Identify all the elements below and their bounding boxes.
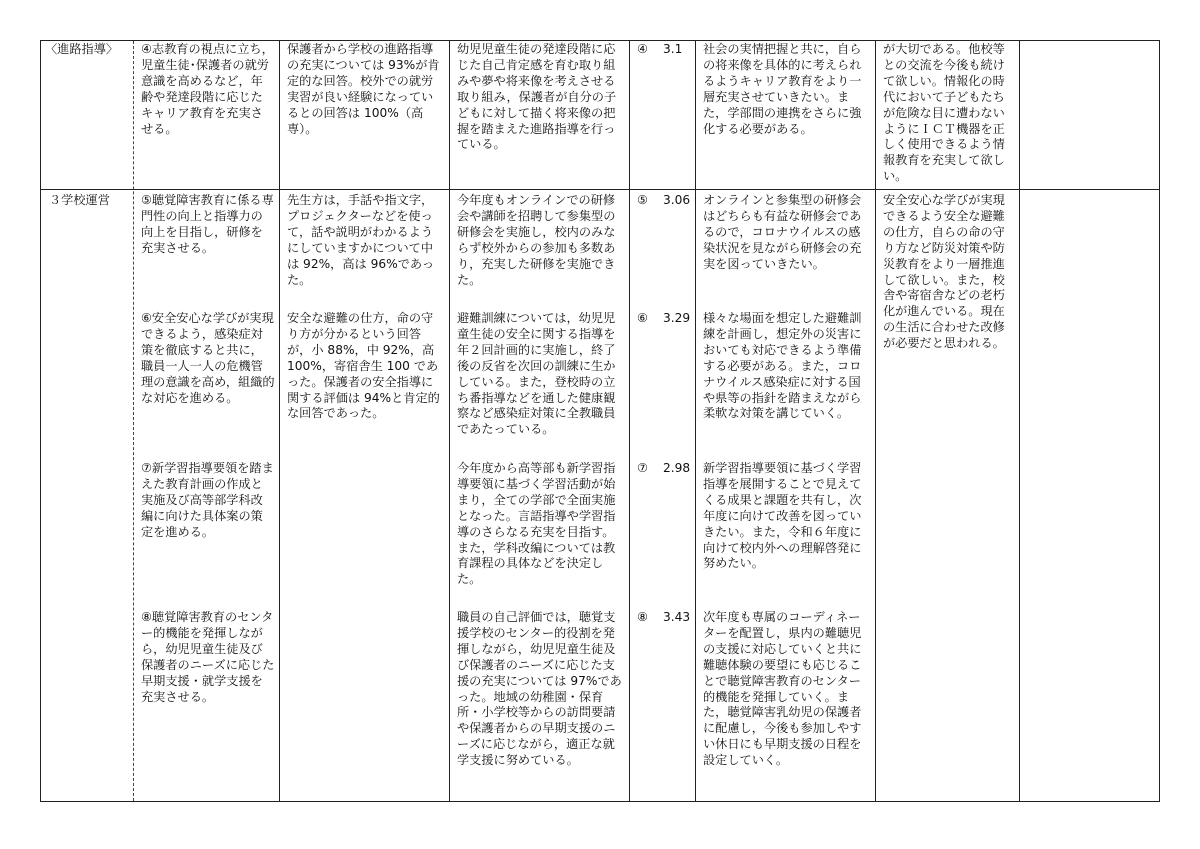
plan-item-8: 次年度も専属のコーディネーターを配置し，県内の難聴児の支援に対応していくと共に難聴体験の要望にも応じることで聴覚障害教育のセンター的機能を発揮していく。また，聴覚障害乳幼児の保護者に配慮し，今後も参加しやすい休日にも早期支援の日程を設定していく。 (703, 610, 862, 768)
item-number-6: ⑥ (637, 311, 648, 325)
column-divider (449, 41, 450, 801)
score-item-6: 3.29 (663, 311, 691, 325)
column-divider (695, 41, 696, 801)
evaluation-table (40, 40, 1160, 802)
column-divider (629, 41, 630, 801)
column-divider (279, 41, 280, 801)
column-divider (875, 41, 876, 801)
goal-item-7: ⑦新学習指導要領を踏まえた教育計画の作成と実施及び高等部学科改編に向けた具体案の策定を進める。 (141, 461, 274, 539)
eval-item-7: 今年度から高等部も新学習指導要領に基づく学習活動が始まり，全ての学部で全面実施となった。言語指導や学習指導のさらなる充実を目指す。また，学科改編については教育課程の具体などを決定した。 (457, 461, 616, 587)
area-label-career: 〈進路指導〉 (45, 42, 119, 56)
column-divider (1019, 41, 1020, 801)
opinion-school: 安全安心な学びが実現できるよう安全な避難の仕方，自らの命の守り方など防災対策や防災教育をより一層推進して欲しい。また，校舎や寄宿舎などの老朽化が進んでいる。現在の生活に合わせた改修が必要だと思われる。 (883, 193, 1005, 351)
eval-item-8: 職員の自己評価では，聴覚支援学校のセンター的役割を発揮しながら，幼児児童生徒及び保護者のニーズに応じた支援の充実については 97%であった。地域の幼稚園・保育所・小学校等からの訪問要請や保護者からの早期支援のニーズに応じながら，適正な就学支援に努めている。 (457, 610, 622, 768)
eval-item-5: 今年度もオンラインでの研修会や講師を招聘して参集型の研修会を実施し，校内のみならず校外からの参加も多数あり，充実した研修を実施できた。 (457, 193, 616, 287)
survey-career: 保護者から学校の進路指導の充実については 93%が肯定的な回答。校外での就労実習が良い経験になっているとの回答は 100%（高専）。 (287, 42, 440, 136)
goal-item-8: ⑧聴覚障害教育のセンター的機能を発揮しながら，幼児児童生徒及び保護者のニーズに応じた早期支援・就学支援を充実させる。 (141, 610, 275, 704)
eval-item-6: 避難訓練については，幼児児童生徒の安全に関する指導を年２回計画的に実施し，終了後の反省を次回の訓練に生かしている。また，登校時の立ち番指導などを通した健康観察など感染症対策に全教職員であたっている。 (457, 311, 616, 437)
score-career: 3.1 (663, 42, 683, 56)
column-divider (133, 41, 134, 801)
item-number-7: ⑦ (637, 461, 648, 475)
score-item-5: 3.06 (663, 193, 691, 207)
survey-item-6: 安全な避難の仕方，命の守り方が分かるという回答が，小 88%，中 92%，高 100%，寄宿舎生 100 であった。保護者の安全指導に関する評価は 94%と肯定的な回答であった。 (287, 311, 440, 421)
goal-item-5: ⑤聴覚障害教育に係る専門性の向上と指導力の向上を目指し，研修を充実させる。 (141, 193, 274, 255)
eval-career: 幼児児童生徒の発達段階に応じた自己肯定感を育む取り組みや夢や将来像を考えさせる取り組み，保護者が自分の子どもに対して描く将来像の把握を踏まえた進路指導を行っている。 (457, 42, 617, 152)
plan-item-6: 様々な場面を想定した避難訓練を計画し，想定外の災害においても対応できるよう準備する必要がある。また，コロナウイルス感染症に対する国や県等の指針を踏まえながら柔軟な対策を講じていく。 (703, 311, 862, 421)
score-item-7: 2.98 (663, 461, 691, 475)
goal-item-6: ⑥安全安心な学びが実現できるよう，感染症対策を徹底すると共に，職員一人一人の危機管理の意識を高め，組織的な対応を進める。 (141, 311, 275, 405)
area-label-school: ３学校運営 (49, 193, 110, 207)
plan-item-7: 新学習指導要領に基づく学習指導を展開することで見えてくる成果と課題を共有し，次年度に向けて改善を図っていきたい。また，令和６年度に向けて校内外への理解啓発に努めたい。 (703, 461, 862, 571)
plan-item-5: オンラインと参集型の研修会はどちらも有益な研修会であるので，コロナウイルスの感染状況を見ながら研修会の充実を図っていきたい。 (703, 193, 862, 271)
opinion-career: が大切である。他校等との交流を今後も続けて欲しい。情報化の時代において子どもたちが危険な目に遭わないようにＩＣＴ機器を正しく使用できるよう情報教育を充実して欲しい。 (883, 42, 1005, 184)
score-item-8: 3.43 (663, 610, 691, 624)
item-number-5: ⑤ (637, 193, 648, 207)
goal-career: ④志教育の視点に立ち，児童生徒･保護者の就労意識を高めるなど，年齢や発達段階に応じたキャリア教育を充実させる。 (141, 42, 274, 136)
plan-career: 社会の実情把握と共に，自らの将来像を具体的に考えられるようキャリア教育をより一層充実させていきたい。また，学部間の連携をさらに強化する必要がある。 (703, 42, 862, 136)
item-number-career: ④ (637, 42, 648, 56)
survey-item-5: 先生方は，手話や指文字，プロジェクターなどを使って，話や説明がわかるようにしていますかについて中は 92%，高は 96%であった。 (287, 193, 435, 287)
item-number-8: ⑧ (637, 610, 648, 624)
row-divider (41, 189, 1159, 190)
